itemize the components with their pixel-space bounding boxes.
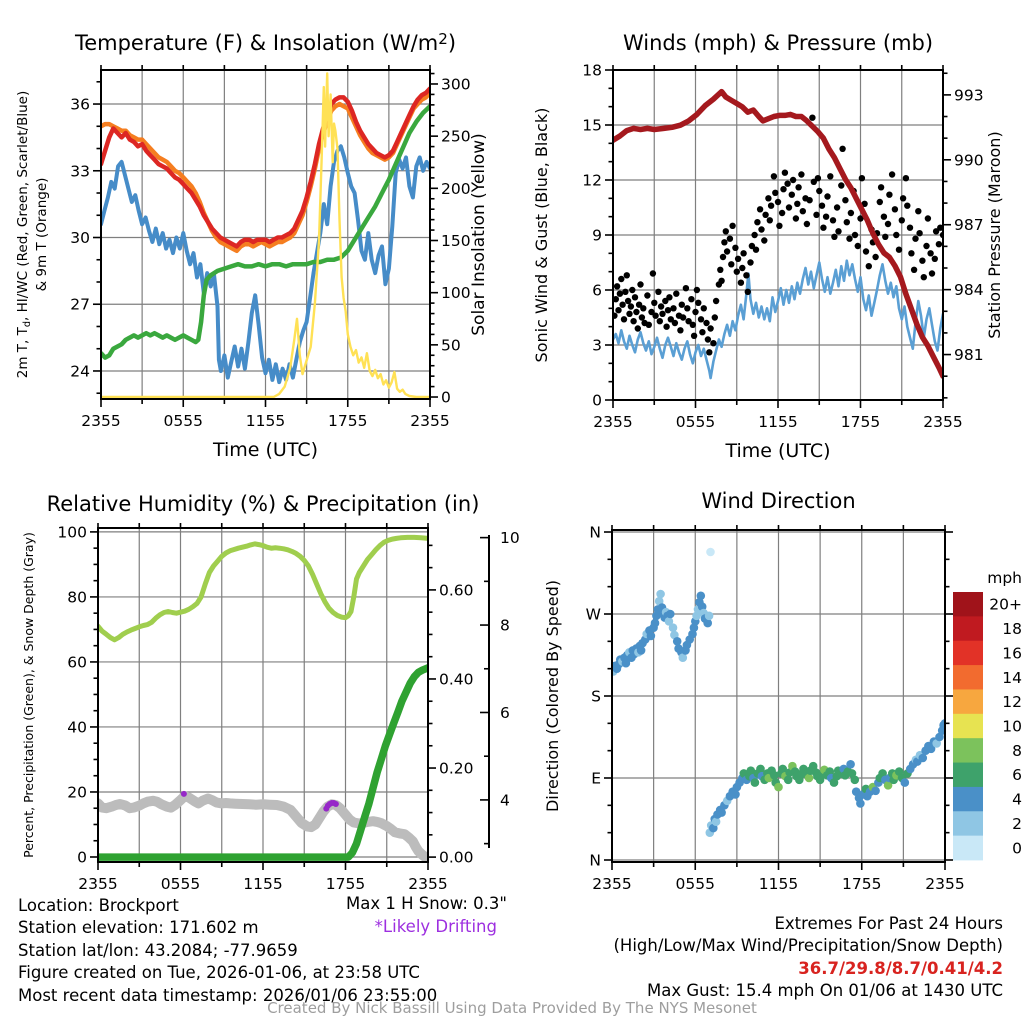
x-tick-label: 0555 (675, 875, 715, 893)
legend-label: 18 (1002, 620, 1022, 639)
legend-label: 8 (1012, 741, 1022, 760)
right-tick-label: 100 (441, 284, 471, 303)
y-tick-label: 12 (582, 171, 602, 190)
extremes-subtitle: (High/Low/Max Wind/Precipitation/Snow Depth) (613, 936, 1003, 956)
legend-label: 0 (1012, 839, 1022, 858)
y-tick-label: N (589, 851, 601, 870)
x-tick-label: 1155 (758, 413, 798, 431)
y-tick-label: 18 (582, 61, 602, 80)
y-tick-label: 9 (592, 226, 602, 245)
y-tick-label: 36 (70, 95, 90, 114)
panel-wind-direction (543, 489, 1022, 893)
y-tick-label: 80 (67, 588, 87, 607)
x-tick-label: 2355 (923, 413, 963, 431)
legend-title: mph (987, 569, 1022, 587)
right-tick-label: 0.40 (439, 670, 474, 689)
legend-label: 16 (1002, 644, 1022, 663)
max-snow-label: Max 1 H Snow: 0.3" (345, 894, 507, 913)
x-tick-label: 0555 (163, 412, 203, 430)
snow-note (346, 892, 507, 938)
legend-label: 14 (1002, 668, 1022, 687)
x-tick-label: 2355 (925, 875, 965, 893)
right-tick-label: 981 (954, 346, 984, 365)
y-tick-label: W (585, 605, 601, 624)
x-tick-label: 2355 (593, 413, 633, 431)
x-tick-label: 1755 (325, 875, 366, 893)
likely-drifting-label: *Likely Drifting (374, 917, 497, 936)
right-tick-label: 990 (954, 151, 984, 170)
snow-axis-tick-label: 6 (500, 703, 510, 722)
ticks (90, 523, 489, 870)
extremes-block (613, 913, 1003, 1003)
y-tick-label: N (589, 523, 601, 542)
y-axis-label: Sonic Wind & Gust (Blue, Black) (532, 107, 551, 363)
panel-winds-pressure (532, 31, 1004, 462)
station-elevation: Station elevation: 171.602 m (18, 918, 259, 938)
credit-line: Created By Nick Bassill Using Data Provided By The NYS Mesonet (267, 999, 757, 1017)
legend-label: 12 (1002, 693, 1022, 712)
y-tick-label: 100 (57, 523, 87, 542)
x-tick-label: 2355 (81, 412, 121, 430)
extremes-values: 36.7/29.8/8.7/0.41/4.2 (798, 958, 1003, 978)
right-tick-label: 987 (954, 216, 984, 235)
snow-axis-tick-label: 4 (500, 791, 510, 810)
x-tick-label: 2355 (410, 412, 450, 430)
x-tick-label: 2355 (408, 875, 448, 893)
x-tick-label: 1755 (840, 413, 881, 431)
x-tick-label: 1155 (758, 875, 799, 893)
max-gust-label: Max Gust: 15.4 mph On 01/06 at 1430 UTC (647, 981, 1003, 1001)
y-axis-label: Percent, Precipitation (Green), & Snow Depth (Gray) (21, 532, 36, 858)
speed-colorbar (953, 569, 1022, 860)
legend-label: 4 (1012, 790, 1022, 809)
x-tick-label: 2355 (78, 875, 118, 893)
right-tick-label: 0 (441, 388, 451, 407)
x-tick-label: 0555 (160, 875, 201, 893)
y-tick-label: 60 (67, 653, 87, 672)
gridlines (612, 530, 945, 862)
station-location: Location: Brockport (18, 896, 179, 915)
right-tick-label: 50 (441, 336, 461, 355)
right-tick-label: 993 (954, 86, 984, 105)
y-tick-label: 24 (70, 362, 90, 381)
figure-created: Figure created on Tue, 2026-01-06, at 23:58 UTC (18, 963, 420, 983)
right-tick-label: 200 (441, 179, 471, 198)
right-tick-label: 150 (441, 231, 471, 250)
y-tick-label: 20 (67, 783, 87, 802)
right-tick-label: 250 (441, 127, 471, 146)
y-axis-label: Direction (Colored By Speed) (543, 579, 562, 813)
snow-axis-tick-label: 10 (500, 529, 520, 548)
y-tick-label: 33 (70, 162, 90, 181)
y-tick-label: 27 (70, 295, 90, 314)
legend-label: 10 (1002, 717, 1022, 736)
chart-title: Winds (mph) & Pressure (mb) (622, 31, 934, 55)
y-tick-label: E (591, 769, 601, 788)
x-axis-label: Time (UTC) (212, 439, 319, 461)
panel-temp-insolation (15, 30, 489, 461)
y-axis-label: & 9m T (Orange) (34, 177, 50, 292)
y-axis-label: 2m T, $T_d$, HI/WC (Red, Green, Scarlet/Blue) (15, 90, 33, 379)
data-timestamp: Most recent data timestamp: 2026/01/06 23:55:00 (18, 985, 438, 1005)
x-tick-label: 2355 (592, 875, 632, 893)
x-axis-label: Time (UTC) (725, 440, 831, 462)
right-axis-label: Station Pressure (Maroon) (985, 131, 1004, 339)
right-tick-label: 0.00 (439, 848, 474, 867)
panel-humidity-precip (21, 492, 520, 893)
legend-label: 2 (1012, 814, 1022, 833)
right-tick-label: 300 (441, 75, 471, 94)
direction-dots-points (609, 548, 949, 837)
y-tick-label: 0 (592, 391, 602, 410)
chart-title: Relative Humidity (%) & Precipitation (in) (46, 492, 480, 516)
y-tick-label: 3 (592, 336, 602, 355)
y-tick-label: S (591, 687, 601, 706)
chart-title: Temperature (F) & Insolation $(W/m^2)$ (74, 30, 457, 55)
right-axis-label: Solar Insolation (Yellow) (469, 133, 489, 336)
x-tick-label: 1755 (328, 412, 368, 430)
extremes-title: Extremes For Past 24 Hours (774, 914, 1003, 933)
y-tick-label: 15 (582, 116, 602, 135)
legend-label: 6 (1012, 766, 1022, 785)
x-tick-label: 0555 (675, 413, 716, 431)
x-tick-label: 1155 (245, 412, 286, 430)
gridlines (98, 528, 428, 862)
right-tick-label: 0.20 (439, 759, 474, 778)
x-tick-label: 1155 (243, 875, 283, 893)
legend-label: 20+ (989, 595, 1022, 614)
series-group (609, 548, 949, 837)
y-tick-label: 40 (67, 718, 87, 737)
y-tick-label: 0 (77, 848, 87, 867)
y-tick-label: 30 (70, 229, 90, 248)
chart-title: Wind Direction (701, 489, 856, 513)
snow-axis-tick-label: 8 (500, 616, 510, 635)
station-latlon: Station lat/lon: 43.2084; -77.9659 (18, 940, 298, 960)
y-tick-label: 6 (592, 281, 602, 300)
right-tick-label: 0.60 (439, 581, 474, 600)
x-tick-label: 1755 (842, 875, 882, 893)
right-tick-label: 984 (954, 281, 984, 300)
